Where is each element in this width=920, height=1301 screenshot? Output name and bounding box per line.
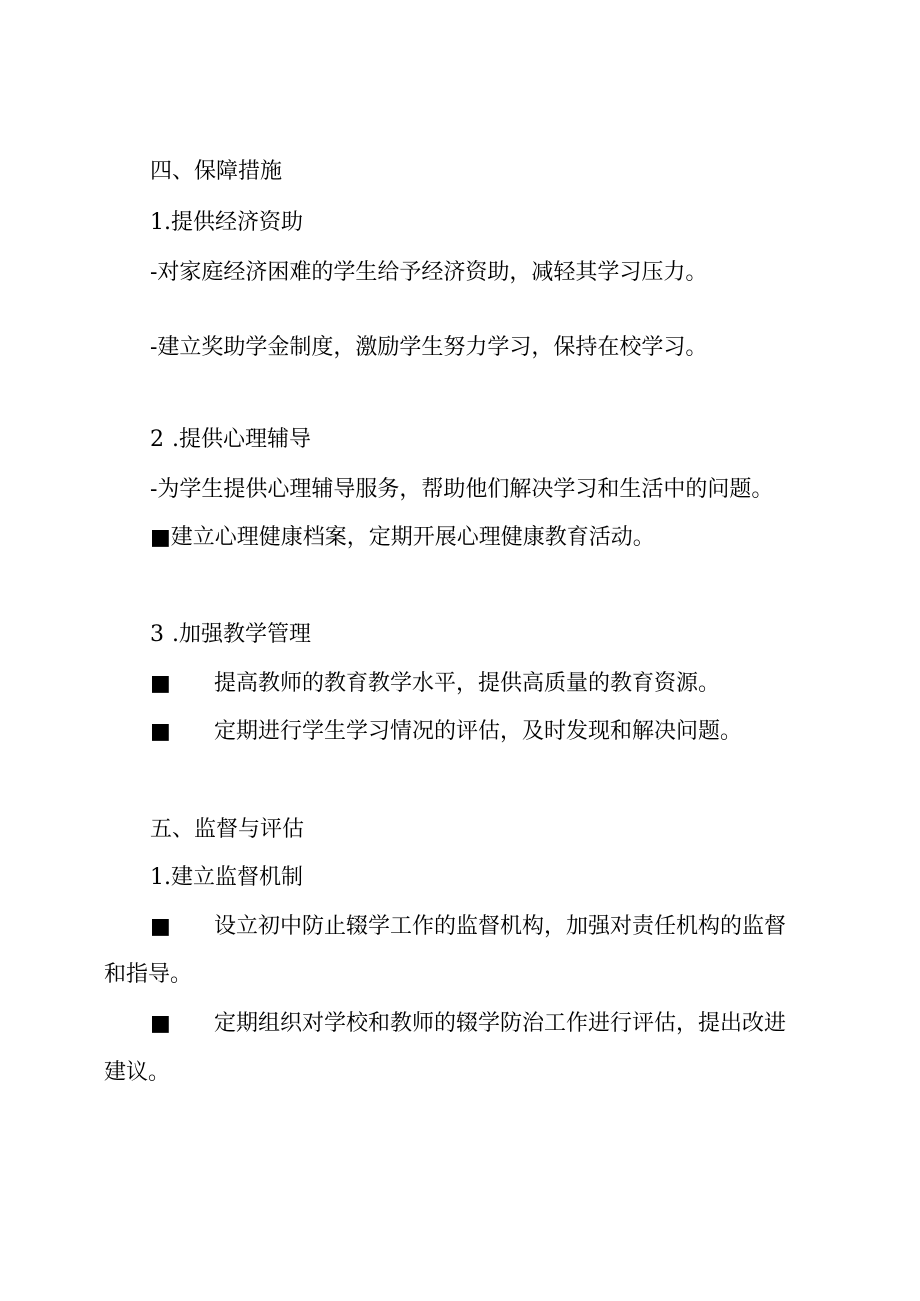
bullet-text: 定期进行学生学习情况的评估，及时发现和解决问题。 [214,719,743,744]
bullet-square: ■ [150,1011,171,1036]
section-4-heading: 四、保障措施 [150,159,283,184]
paragraph-line: -对家庭经济困难的学生给予经济资助，减轻其学习压力。 [150,260,708,285]
bullet-text-continuation: 建议。 [104,1060,171,1085]
item-2-title: .提供心理辅导 [172,427,311,452]
item-3-number: 3 [150,622,164,647]
item-1-title: 1.提供经济资助 [150,210,303,235]
bullet-text-continuation: 和指导。 [104,962,193,987]
item-2-number: 2 [150,427,164,452]
bullet-square: ■ [150,671,171,696]
bullet-square: ■ [150,914,171,939]
bullet-text: 定期组织对学校和教师的辍学防治工作进行评估，提出改进 [214,1011,787,1036]
bullet-text: 提高教师的教育教学水平，提供高质量的教育资源。 [214,671,721,696]
paragraph-line: -建立奖助学金制度，激励学生努力学习，保持在校学习。 [150,335,708,360]
paragraph-line: -为学生提供心理辅导服务，帮助他们解决学习和生活中的问题。 [150,477,774,502]
item-3-title: .加强教学管理 [172,622,311,647]
paragraph-line: ■建立心理健康档案，定期开展心理健康教育活动。 [150,525,655,550]
bullet-text: 设立初中防止辍学工作的监督机构，加强对责任机构的监督 [214,914,787,939]
bullet-square: ■ [150,719,171,744]
item-1-title: 1.建立监督机制 [150,865,303,890]
section-5-heading: 五、监督与评估 [150,817,305,842]
